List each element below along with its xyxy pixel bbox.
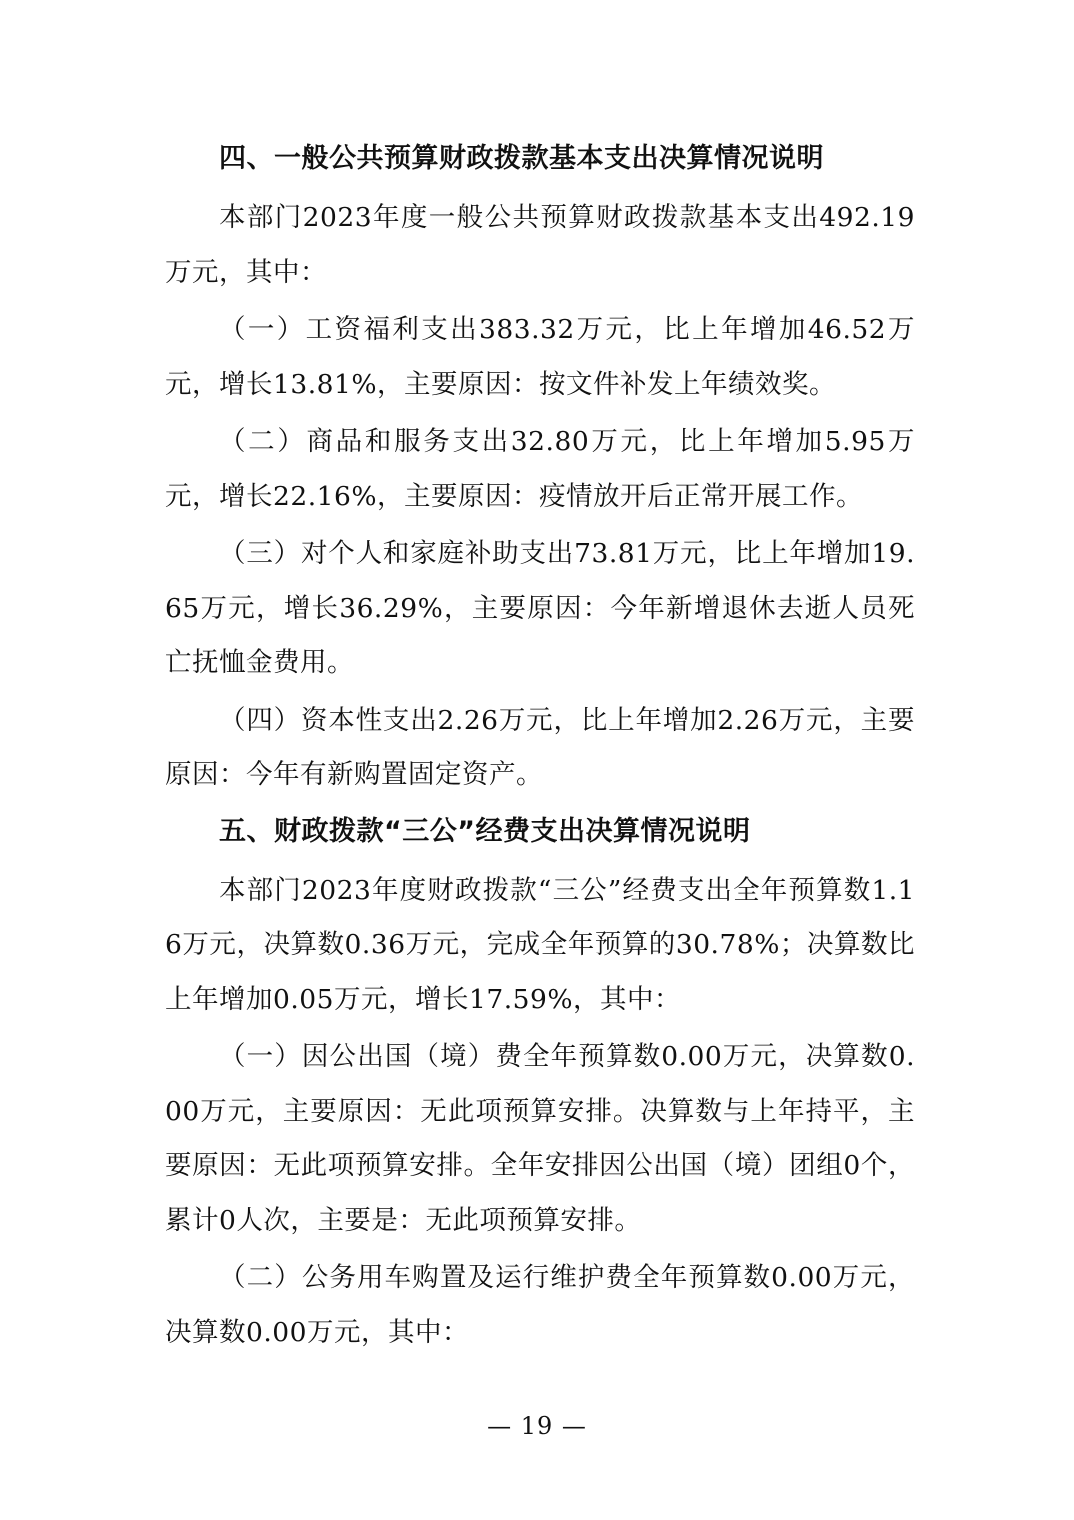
page-number: — 19 —	[487, 1412, 587, 1440]
section-4-item-wages: （一）工资福利支出383.32万元，比上年增加46.52万元，增长13.81%，主要原因：按文件补发上年绩效奖。	[165, 314, 915, 400]
section-4-item-goods-services: （二）商品和服务支出32.80万元，比上年增加5.95万元，增长22.16%，主要原因：疫情放开后正常开展工作。	[165, 426, 915, 512]
section-5-item-overseas-travel: （一）因公出国（境）费全年预算数0.00万元，决算数0.00万元，主要原因：无此项预算安排。决算数与上年持平，主要原因：无此项预算安排。全年安排因公出国（境）团组0个，累计0人次，主要是：无此项预算安排。	[165, 1041, 915, 1236]
page-content	[165, 136, 915, 1360]
section-4-intro: 本部门2023年度一般公共预算财政拨款基本支出492.19万元，其中：	[165, 202, 915, 288]
section-4-item-household-subsidy: （三）对个人和家庭补助支出73.81万元，比上年增加19.65万元，增长36.29%，主要原因：今年新增退休去逝人员死亡抚恤金费用。	[165, 538, 915, 678]
section-5-intro: 本部门2023年度财政拨款“三公”经费支出全年预算数1.16万元，决算数0.36万元，完成全年预算的30.78%；决算数比上年增加0.05万元，增长17.59%，其中：	[165, 874, 915, 1015]
section-4-heading: 四、一般公共预算财政拨款基本支出决算情况说明	[219, 143, 824, 174]
section-5-heading: 五、财政拨款“三公”经费支出决算情况说明	[219, 815, 751, 847]
section-4-item-capital: （四）资本性支出2.26万元，比上年增加2.26万元，主要原因：今年有新购置固定资产。	[165, 704, 915, 790]
section-5-item-official-vehicles: （二）公务用车购置及运行维护费全年预算数0.00万元，决算数0.00万元，其中：	[165, 1262, 915, 1348]
